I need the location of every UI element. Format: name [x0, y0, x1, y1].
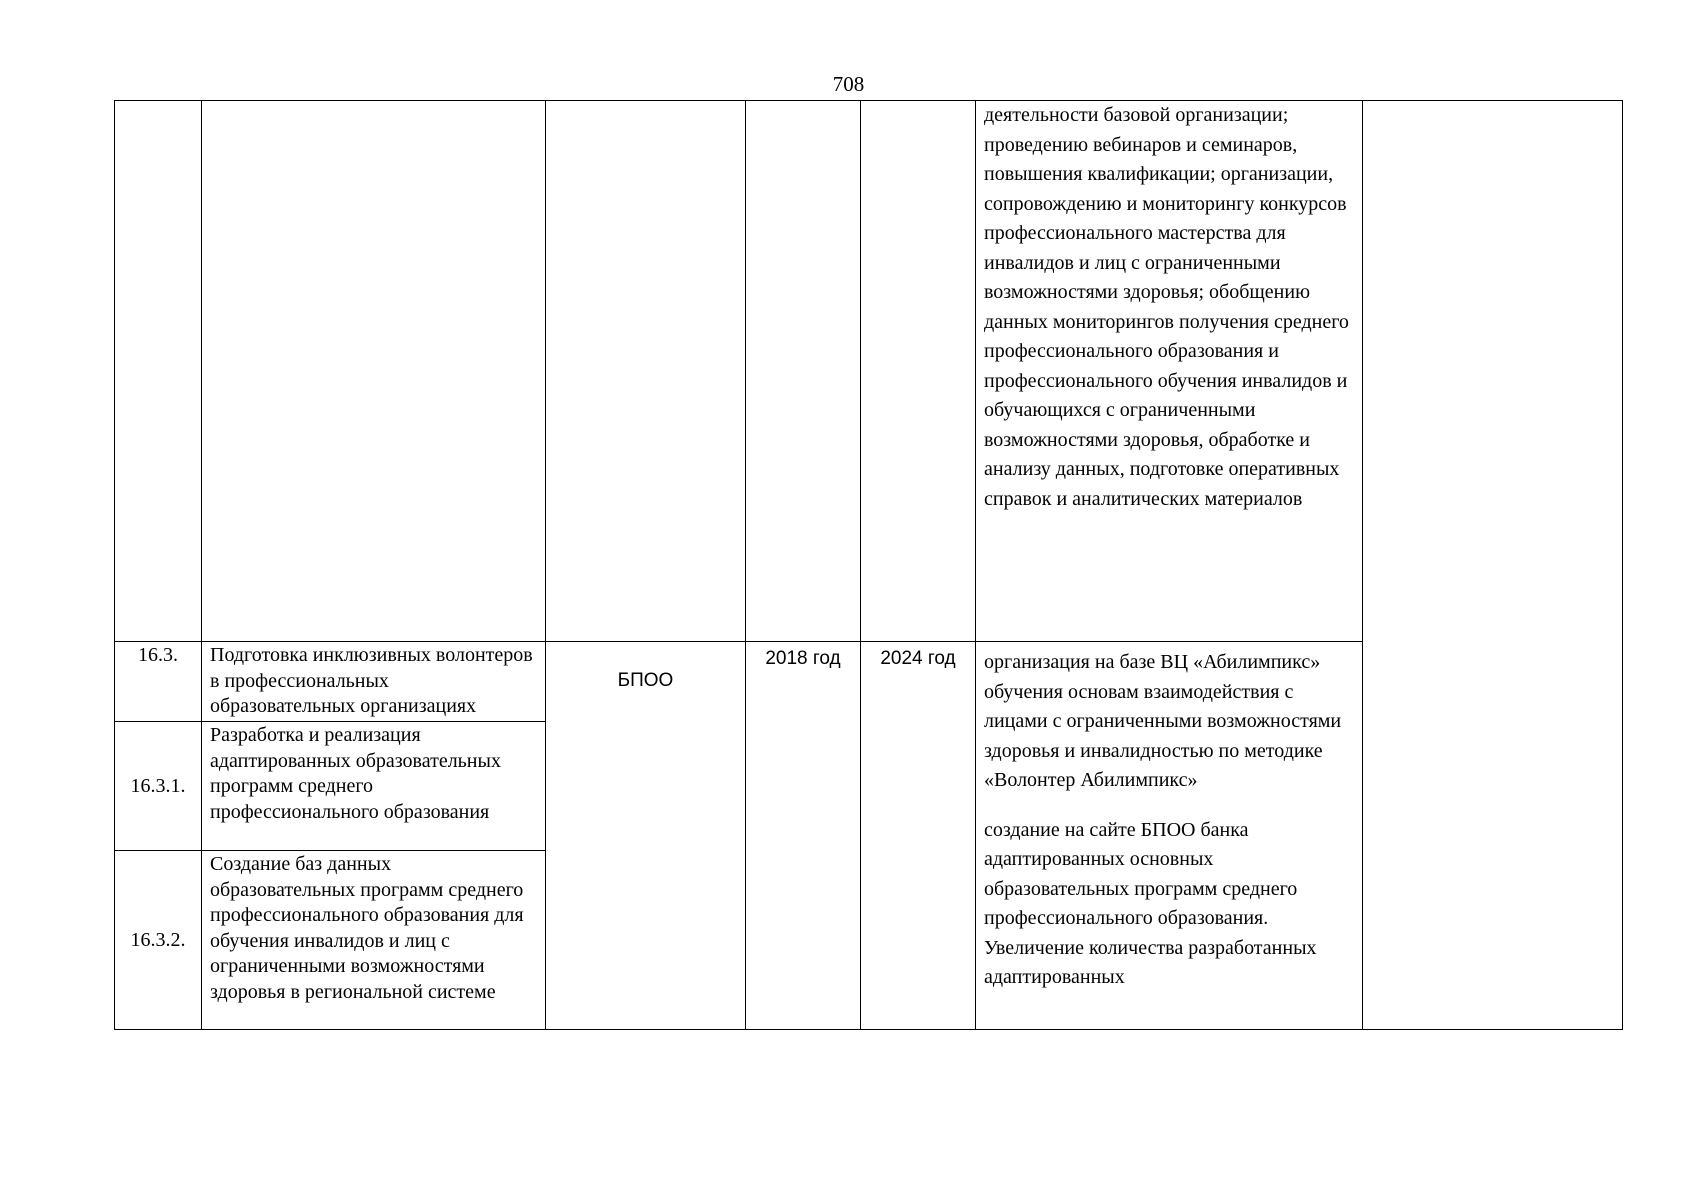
cell-start-empty	[746, 101, 861, 642]
row-number: 16.3.	[115, 642, 202, 722]
plan-table	[114, 100, 1623, 1030]
cell-name-empty	[202, 101, 546, 642]
result-paragraph-2: создание на сайте БПОО банка адаптированных основных образовательных программ среднего профессионального образования. Увеличение количества разработанных адаптированных	[984, 818, 1317, 988]
start-date-text: 2018 год	[765, 648, 841, 669]
page-number: 708	[832, 72, 865, 96]
executor-text: БПОО	[617, 670, 674, 691]
row-number: 16.3.2.	[115, 851, 202, 1030]
result-paragraph-1: организация на базе ВЦ «Абилимпикс» обучения основам взаимодействия с лицами с ограниченными возможностями здоровья и инвалидностью по методике «Волонтер Абилимпикс»	[984, 651, 1342, 791]
cell-number-empty	[115, 101, 202, 642]
executor-cell	[546, 642, 746, 1030]
row-number: 16.3.1.	[115, 722, 202, 851]
row-name: Подготовка инклюзивных волонтеров в профессиональных образовательных организациях	[202, 642, 546, 722]
start-date-cell	[746, 642, 861, 1030]
table-row-continued	[115, 101, 1623, 642]
end-date-cell	[861, 642, 976, 1030]
row-name: Разработка и реализация адаптированных образовательных программ среднего профессионального образования	[202, 722, 546, 851]
cell-result-continued: деятельности базовой организации; проведению вебинаров и семинаров, повышения квалификации; организации, сопровождению и мониторингу конкурсов профессионального мастерства для инвалидов и лиц с ограниченными возможностями здоровья; обобщению данных мониторингов получения среднего профессионального образования и профессионального обучения инвалидов и обучающихся с ограниченными возможностями здоровья, обработке и анализу данных, подготовке оперативных справок и аналитических материалов	[976, 101, 1363, 642]
result-cell	[976, 642, 1363, 1030]
cell-end-empty	[861, 101, 976, 642]
cell-last-column	[1363, 101, 1623, 1030]
row-name: Создание баз данных образовательных программ среднего профессионального образования для обучения инвалидов и лиц с ограниченными возможностями здоровья в региональной системе	[202, 851, 546, 1030]
cell-executor-empty	[546, 101, 746, 642]
end-date-text: 2024 год	[880, 648, 956, 669]
